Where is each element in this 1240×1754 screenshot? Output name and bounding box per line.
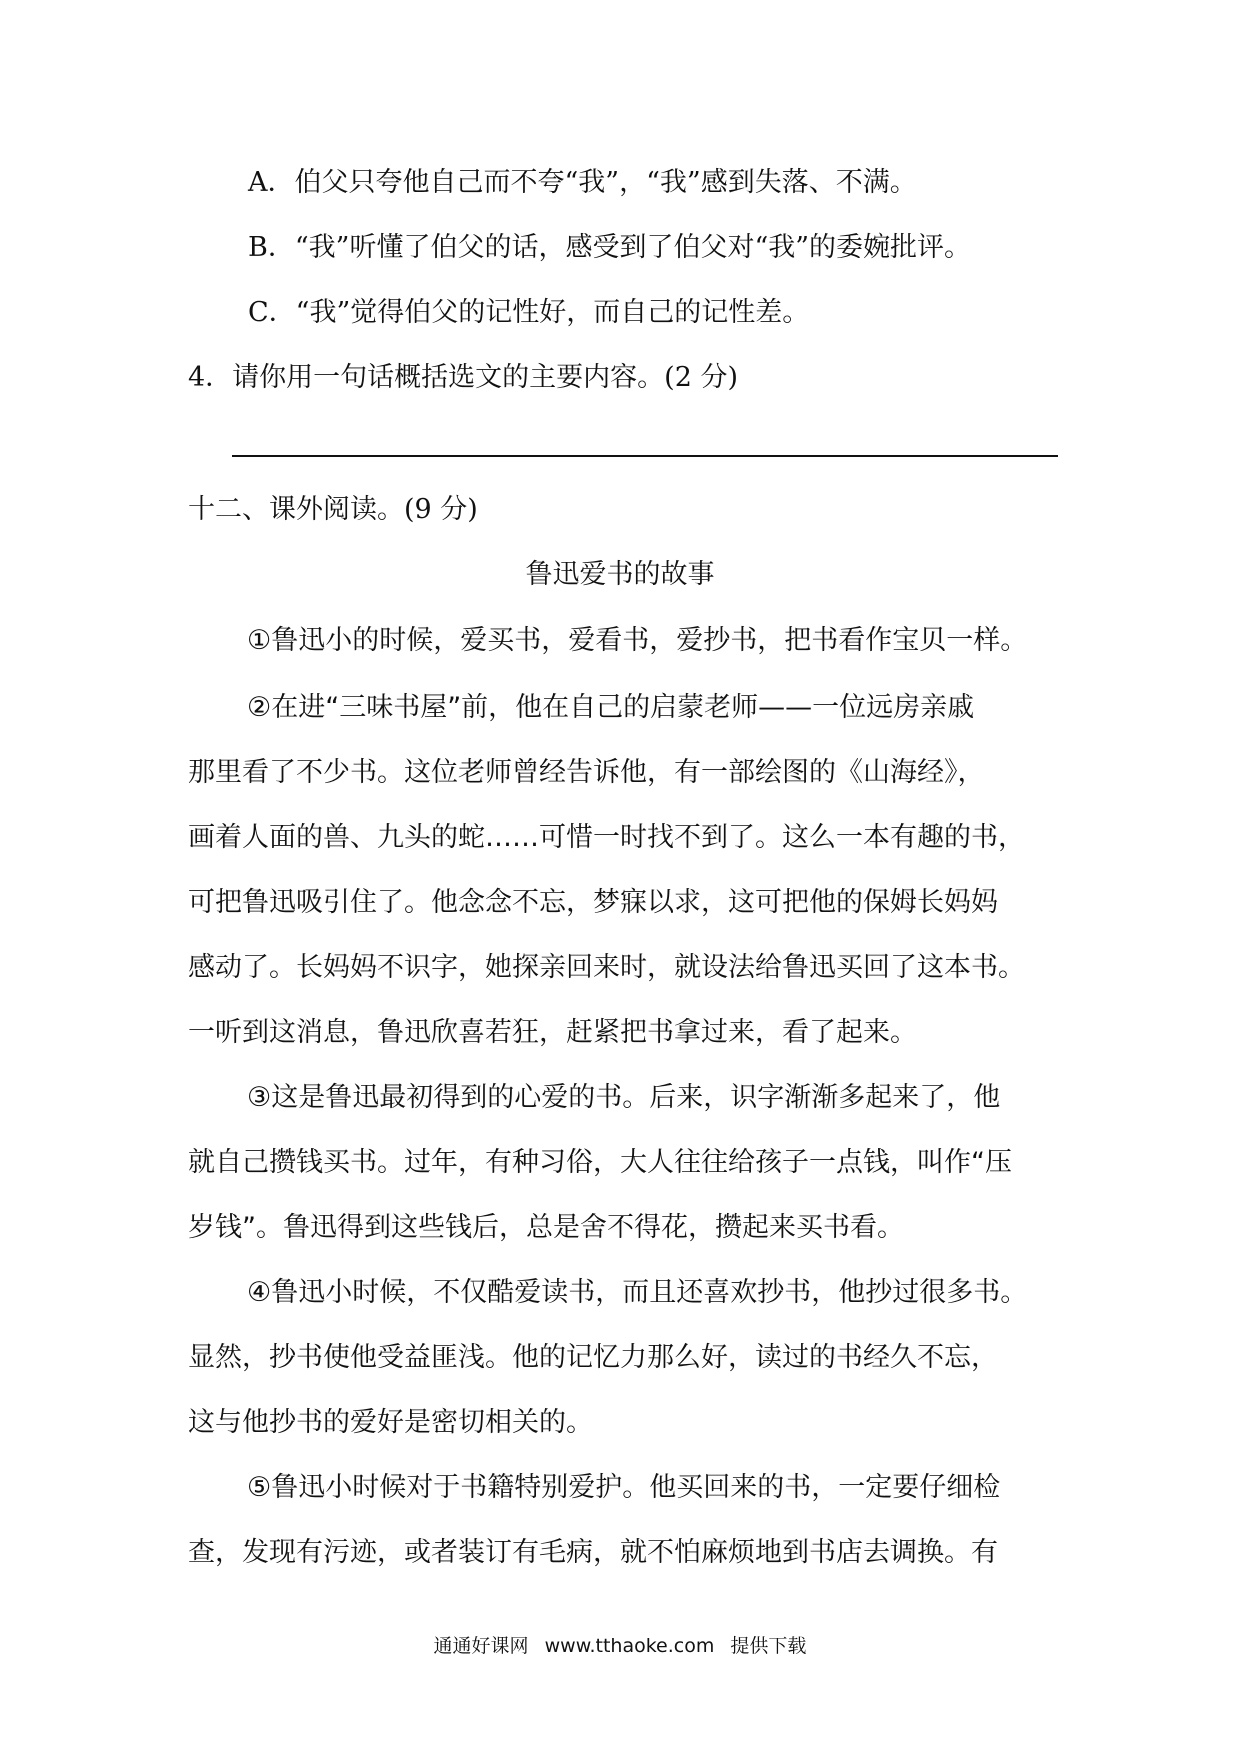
page-footer	[0, 1632, 1240, 1660]
passage-line: ③这是鲁迅最初得到的心爱的书。后来，识字渐渐多起来了，他	[247, 1082, 1001, 1113]
passage-title: 鲁迅爱书的故事	[525, 559, 715, 590]
passage-line: 显然，抄书使他受益匪浅。他的记忆力那么好，读过的书经久不忘，	[188, 1342, 998, 1373]
question-4: 4．请你用一句话概括选文的主要内容。(2 分)	[188, 362, 739, 393]
section-heading: 十二、课外阅读。(9 分)	[188, 494, 478, 525]
footer-site-name: 通通好课网	[433, 1635, 529, 1657]
passage-line: 查，发现有污迹，或者装订有毛病，就不怕麻烦地到书店去调换。有	[188, 1537, 998, 1568]
passage-line: 岁钱”。鲁迅得到这些钱后，总是舍不得花，攒起来买书看。	[188, 1212, 904, 1243]
passage-line: 可把鲁迅吸引住了。他念念不忘，梦寐以求，这可把他的保姆长妈妈	[188, 887, 998, 918]
passage-line: ①鲁迅小的时候，爱买书，爱看书，爱抄书，把书看作宝贝一样。	[247, 625, 1028, 656]
passage-line: 感动了。长妈妈不识字，她探亲回来时，就设法给鲁迅买回了这本书。	[188, 952, 1025, 983]
option-a: A．伯父只夸他自己而不夸“我”，“我”感到失落、不满。	[248, 167, 917, 198]
option-b: B．“我”听懂了伯父的话，感受到了伯父对“我”的委婉批评。	[248, 232, 972, 263]
passage-line: 这与他抄书的爱好是密切相关的。	[188, 1407, 593, 1438]
passage-line: ④鲁迅小时候，不仅酷爱读书，而且还喜欢抄书，他抄过很多书。	[247, 1277, 1028, 1308]
footer-note: 提供下载	[730, 1635, 807, 1657]
passage-line: ②在进“三味书屋”前，他在自己的启蒙老师——一位远房亲戚	[247, 692, 975, 723]
option-c: C．“我”觉得伯父的记性好，而自己的记性差。	[248, 297, 810, 328]
footer-url[interactable]: www.tthaoke.com	[544, 1635, 715, 1657]
passage-line: 画着人面的兽、九头的蛇……可惜一时找不到了。这么一本有趣的书，	[188, 822, 1025, 853]
answer-blank-line	[232, 455, 1058, 457]
passage-line: ⑤鲁迅小时候对于书籍特别爱护。他买回来的书，一定要仔细检	[247, 1472, 1001, 1503]
passage-line: 一听到这消息，鲁迅欣喜若狂，赶紧把书拿过来，看了起来。	[188, 1017, 917, 1048]
passage-line: 就自己攒钱买书。过年，有种习俗，大人往往给孩子一点钱，叫作“压	[188, 1147, 1012, 1178]
passage-line: 那里看了不少书。这位老师曾经告诉他，有一部绘图的《山海经》，	[188, 757, 985, 788]
